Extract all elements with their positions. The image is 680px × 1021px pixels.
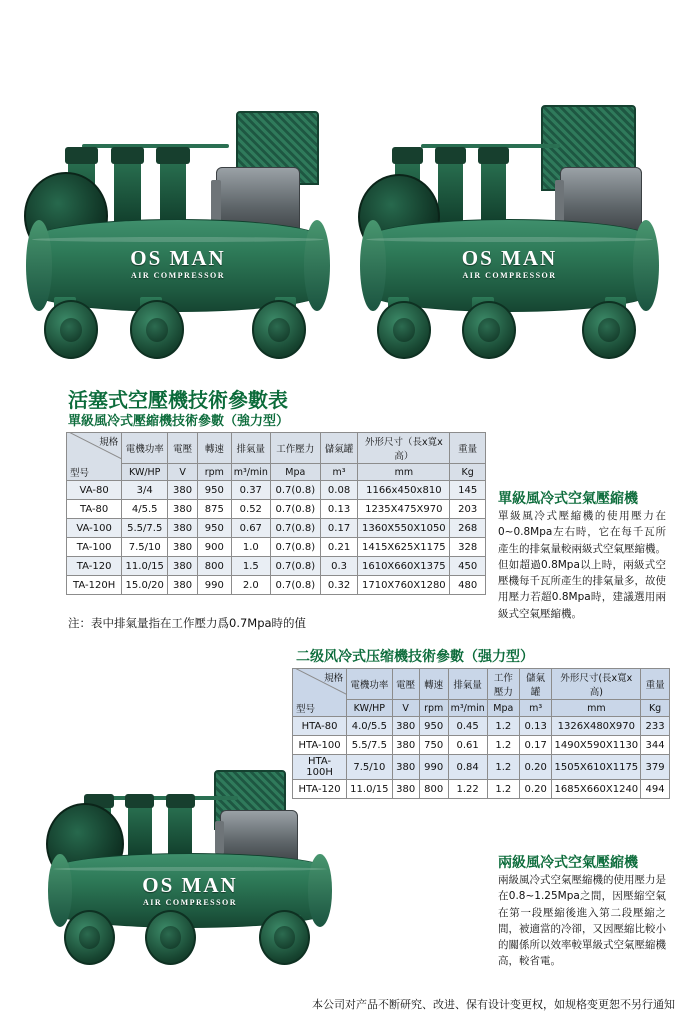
table-row: HTA-100H 7.5/10 380 990 0.84 1.2 0.20 1505X610X1175 379 xyxy=(293,755,670,780)
table-row: VA-100 5.5/7.5 380 950 0.67 0.7(0.8) 0.17 1360X550X1050 268 xyxy=(67,519,486,538)
table-row: HTA-120 11.0/15 380 800 1.22 1.2 0.20 1685X660X1240 494 xyxy=(293,780,670,799)
table-row: TA-120 11.0/15 380 800 1.5 0.7(0.8) 0.3 1610X660X1375 450 xyxy=(67,557,486,576)
wheel xyxy=(252,300,306,358)
section1-title: 活塞式空壓機技術參數表 xyxy=(68,388,288,412)
table-unit-row: KW/HP V rpm m³/min Mpa m³ mm Kg xyxy=(67,464,486,481)
brand-label: OS MAN AIR COMPRESSOR xyxy=(142,873,238,908)
wheel xyxy=(130,300,184,358)
wheel xyxy=(259,910,310,965)
table-row: HTA-80 4.0/5.5 380 950 0.45 1.2 0.13 1326X480X970 233 xyxy=(293,717,670,736)
aside2-heading: 兩級風冷式空氣壓縮機 xyxy=(498,855,638,871)
product-photo-two-stage xyxy=(40,720,340,970)
table-row: TA-100 7.5/10 380 900 1.0 0.7(0.8) 0.21 1415X625X1175 328 xyxy=(67,538,486,557)
table1-note: 注：表中排氣量指在工作壓力爲0.7Mpa時的值 xyxy=(68,616,307,630)
section2-title: 二级风冷式压缩機技術參數（强力型） xyxy=(296,649,534,665)
wheel xyxy=(462,301,516,359)
table-unit-row: KW/HP V rpm m³/min Mpa m³ mm Kg xyxy=(293,700,670,717)
aside1-heading: 單級風冷式空氣壓縮機 xyxy=(498,491,638,507)
table-row: HTA-100 5.5/7.5 380 750 0.61 1.2 0.17 1490X590X1130 344 xyxy=(293,736,670,755)
product-photo-single-stage-right xyxy=(352,55,667,365)
footer-disclaimer: 本公司对产品不断研究、改进、保有设计变更权，如规格变更恕不另行通知 xyxy=(312,998,675,1011)
wheel xyxy=(64,910,115,965)
table-row: TA-80 4/5.5 380 875 0.52 0.7(0.8) 0.13 1235X475X970 203 xyxy=(67,500,486,519)
table-corner-cell: 規格 型号 xyxy=(67,433,122,481)
spec-table-single-stage xyxy=(66,432,486,595)
spec-table-two-stage xyxy=(292,668,670,799)
wheel xyxy=(44,300,98,358)
table-header-row: 規格 型号 電機功率 電壓 轉速 排氣量 工作壓力 儲氣罐 外形尺寸(長x寬x高) 重量 xyxy=(293,669,670,700)
aside2-body: 兩級風冷式空氣壓縮機的使用壓力是在0.8~1.25Mpa之間，因壓縮空氣在第一段壓縮後進入第二段壓縮之間，被適當的冷卻，又因壓縮比較小的關係所以效率較單級式空氣壓縮機高，較省電。 xyxy=(498,874,666,968)
table-row: TA-120H 15.0/20 380 990 2.0 0.7(0.8) 0.32 1710X760X1280 480 xyxy=(67,576,486,595)
product-photo-single-stage-left xyxy=(18,55,338,365)
table-header-row: 規格 型号 電機功率 電壓 轉速 排氣量 工作壓力 儲氣罐 外形尺寸（長x寬x高） 重量 xyxy=(67,433,486,464)
brand-label: OS MAN AIR COMPRESSOR xyxy=(130,245,226,280)
wheel xyxy=(377,301,431,359)
brand-label: OS MAN AIR COMPRESSOR xyxy=(461,245,558,280)
table-row: VA-80 3/4 380 950 0.37 0.7(0.8) 0.08 1166x450x810 145 xyxy=(67,481,486,500)
section1-subtitle: 單級風冷式壓縮機技術參數（強力型） xyxy=(68,414,290,429)
aside1-body: 單級風冷式壓縮機的使用壓力在0~0.8Mpa左右時，它在每千瓦所產生的排氣量較兩級式空氣壓縮機。但如超過0.8Mpa以上時，兩級式空壓機每千瓦所產生的排氣量多，故使用壓力若超0.8Mpa時，建議選用兩級式空氣壓縮機。 xyxy=(498,510,666,620)
wheel xyxy=(582,301,636,359)
table-corner-cell: 規格 型号 xyxy=(293,669,347,717)
wheel xyxy=(145,910,196,965)
